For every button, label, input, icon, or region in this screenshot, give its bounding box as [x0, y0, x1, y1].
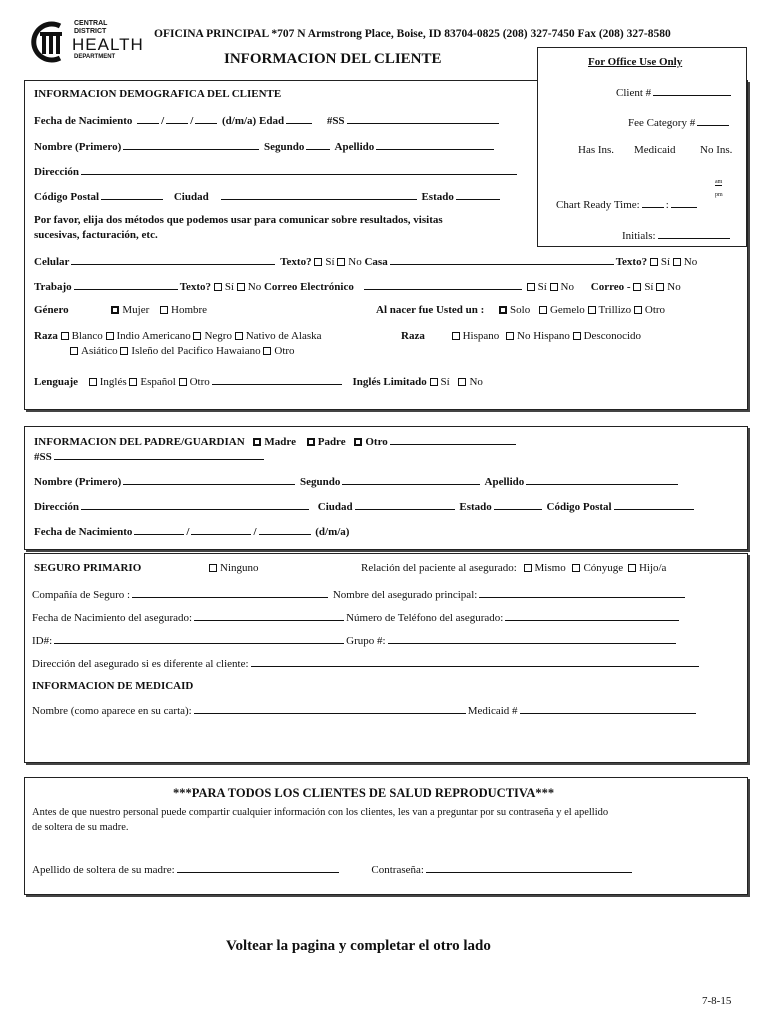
limited-english-no-label: No: [469, 376, 483, 388]
non-hispanic-label: No Hispano: [517, 330, 570, 342]
office-am[interactable]: am: [715, 179, 723, 185]
insurance-company-field[interactable]: [132, 587, 328, 598]
office-use-section: [537, 47, 747, 247]
logo-line1: CENTRAL: [74, 20, 108, 27]
guardian-ss-label: #SS: [34, 451, 52, 463]
birth-label: Al nacer fue Usted un :: [376, 304, 485, 316]
guardian-middle-name-field[interactable]: [342, 474, 480, 485]
guardian-other-label: Otro: [365, 436, 388, 448]
office-fee-category: [628, 115, 731, 129]
race-label: Raza: [34, 330, 58, 342]
birth-row: [376, 304, 665, 316]
id-label: ID#:: [32, 635, 53, 647]
guardian-dob-row: Fecha de Nacimiento / / (d/m/a): [34, 526, 350, 538]
male-checkbox[interactable]: [160, 306, 168, 314]
work-text-yes-checkbox[interactable]: [214, 283, 222, 291]
home-label: Casa: [364, 256, 388, 268]
logo-mark-icon: [30, 20, 74, 64]
office-chart-hours[interactable]: [642, 197, 664, 208]
home-field[interactable]: [390, 254, 614, 265]
american-indian-checkbox[interactable]: [106, 332, 114, 340]
insurance-company-row: [32, 587, 687, 601]
ss-label: #SS: [326, 115, 345, 127]
office-use-title: For Office Use Only: [588, 56, 683, 68]
insured-address-row: [32, 656, 701, 670]
guardian-city-field[interactable]: [355, 499, 455, 510]
state-field[interactable]: [456, 189, 500, 200]
logo: [30, 20, 144, 64]
spanish-label: Español: [140, 376, 176, 388]
race-other-label: Otro: [274, 345, 295, 357]
child-checkbox[interactable]: [628, 564, 636, 572]
address-label: Dirección: [34, 166, 80, 178]
race-row: [34, 330, 322, 342]
email-no-label: No: [560, 281, 574, 293]
guardian-first-name-label: Nombre (Primero): [34, 476, 122, 488]
contact-methods-text: Por favor, elija dos métodos que podemos usar para comunicar sobre resultados, visitas: [34, 214, 443, 226]
black-label: Negro: [204, 330, 232, 342]
dob-label: Fecha de Nacimiento: [34, 115, 133, 127]
work-label: Trabajo: [34, 281, 72, 293]
child-label: Hijo/a: [638, 562, 667, 574]
female-label: Mujer: [122, 304, 150, 316]
cell-text-no-label: No: [348, 256, 362, 268]
self-label: Mismo: [534, 562, 566, 574]
insured-address-field[interactable]: [251, 656, 699, 667]
insurance-heading: SEGURO PRIMARIO: [34, 562, 142, 574]
triplet-checkbox[interactable]: [588, 306, 596, 314]
guardian-last-name-label: Apellido: [484, 476, 525, 488]
asian-checkbox[interactable]: [70, 347, 78, 355]
birth-other-label: Otro: [644, 304, 666, 316]
medicaid-heading: INFORMACION DE MEDICAID: [32, 680, 194, 692]
demographic-heading: INFORMACION DEMOGRAFICA DEL CLIENTE: [34, 88, 282, 100]
guardian-heading-row: [34, 434, 518, 448]
gender-label: Género: [34, 304, 69, 316]
dob-day[interactable]: [137, 113, 159, 124]
office-no-ins[interactable]: No Ins.: [700, 144, 733, 156]
zip-label: Código Postal: [34, 191, 100, 203]
state-label: Estado: [421, 191, 454, 203]
ss-field[interactable]: [347, 113, 499, 124]
id-row: [32, 633, 678, 647]
spouse-checkbox[interactable]: [572, 564, 580, 572]
card-name-field[interactable]: [194, 703, 466, 714]
mail-no-checkbox[interactable]: [656, 283, 664, 291]
guardian-heading: INFORMACION DEL PADRE/GUARDIAN: [34, 436, 245, 448]
insurance-company-label: Compañía de Seguro :: [32, 589, 131, 601]
group-field[interactable]: [388, 633, 676, 644]
office-chart-label: Chart Ready Time:: [556, 199, 640, 211]
alaska-native-checkbox[interactable]: [235, 332, 243, 340]
address-field[interactable]: [81, 164, 517, 175]
dob-year[interactable]: [195, 113, 217, 124]
dob-month[interactable]: [166, 113, 188, 124]
dob-format: (d/m/a): [222, 115, 257, 127]
insured-dob-row: [32, 610, 681, 624]
twin-label: Gemelo: [549, 304, 585, 316]
insurance-heading-row: [34, 562, 141, 574]
middle-name-field[interactable]: [306, 139, 330, 150]
race-row-2: [70, 345, 295, 357]
medicaid-number-field[interactable]: [520, 703, 696, 714]
home-text-yes-checkbox[interactable]: [650, 258, 658, 266]
pacific-islander-checkbox[interactable]: [120, 347, 128, 355]
unknown-checkbox[interactable]: [573, 332, 581, 340]
non-hispanic-checkbox[interactable]: [506, 332, 514, 340]
insured-phone-field[interactable]: [505, 610, 679, 621]
office-pm[interactable]: pm: [715, 192, 723, 198]
mail-no-label: No: [667, 281, 681, 293]
maiden-name-label: Apellido de soltera de su madre:: [32, 864, 175, 876]
office-medicaid[interactable]: Medicaid: [634, 144, 676, 156]
single-checkbox[interactable]: [499, 306, 507, 314]
office-initials-field[interactable]: [658, 228, 730, 239]
guardian-dob-year[interactable]: [259, 524, 311, 535]
insured-address-label: Dirección del asegurado si es diferente al cliente:: [32, 658, 249, 670]
mail-yes-label: Sí: [644, 281, 654, 293]
language-row: [34, 374, 483, 388]
insured-dob-label: Fecha de Nacimiento del asegurado:: [32, 612, 193, 624]
guardian-state-field[interactable]: [494, 499, 542, 510]
home-text-label: Texto?: [615, 256, 648, 268]
asian-label: Asiático: [81, 345, 118, 357]
office-has-ins[interactable]: Has Ins.: [578, 144, 615, 156]
email-field[interactable]: [364, 279, 522, 290]
white-checkbox[interactable]: [61, 332, 69, 340]
office-client-field[interactable]: [653, 85, 731, 96]
mail-label: Correo -: [590, 281, 631, 293]
work-text-no-checkbox[interactable]: [237, 283, 245, 291]
race-other-checkbox[interactable]: [263, 347, 271, 355]
guardian-dob-label: Fecha de Nacimiento: [34, 526, 133, 538]
cell-text-yes-checkbox[interactable]: [314, 258, 322, 266]
cell-text-no-checkbox[interactable]: [337, 258, 345, 266]
birth-other-checkbox[interactable]: [634, 306, 642, 314]
middle-name-label: Segundo: [264, 141, 305, 153]
limited-english-no-checkbox[interactable]: [458, 378, 466, 386]
insured-name-field[interactable]: [479, 587, 685, 598]
spouse-label: Cónyuge: [583, 562, 624, 574]
none-checkbox[interactable]: [209, 564, 217, 572]
language-other-checkbox[interactable]: [179, 378, 187, 386]
last-name-field[interactable]: [376, 139, 494, 150]
pacific-islander-label: Isleño del Pacifico Hawaiano: [131, 345, 261, 357]
guardian-city-label: Ciudad: [317, 501, 353, 513]
flip-page-note: Voltear la pagina y completar el otro lado: [226, 938, 491, 954]
reproductive-heading: ***PARA TODOS LOS CLIENTES DE SALUD REPRODUCTIVA***: [173, 786, 555, 800]
password-label: Contraseña:: [371, 864, 424, 876]
language-other-label: Otro: [189, 376, 210, 388]
guardian-dob-format: (d/m/a): [315, 526, 350, 538]
office-client-label: Client #: [616, 87, 652, 99]
cell-label: Celular: [34, 256, 70, 268]
contact-methods-text2: sucesivas, facturación, etc.: [34, 229, 158, 241]
none-label: Ninguno: [220, 562, 259, 574]
work-field[interactable]: [74, 279, 178, 290]
insurance-none-row: [209, 562, 259, 574]
work-text-no-label: No: [247, 281, 262, 293]
office-fee-label: Fee Category #: [628, 117, 696, 129]
mother-checkbox[interactable]: [253, 438, 261, 446]
guardian-zip-field[interactable]: [614, 499, 694, 510]
home-text-yes-label: Sí: [660, 256, 671, 268]
office-initials-label: Initials:: [622, 230, 656, 242]
insured-phone-label: Número de Teléfono del asegurado:: [346, 612, 504, 624]
work-text-label: Texto?: [179, 281, 212, 293]
city-label: Ciudad: [173, 191, 209, 203]
limited-english-yes-label: Sí: [440, 376, 450, 388]
office-client: [616, 85, 733, 99]
name-row: [34, 139, 496, 153]
reproductive-text1: Antes de que nuestro personal puede compartir cualquier información con los clientes, les van a preguntar por su contraseña y el apellido: [32, 807, 609, 818]
office-fee-field[interactable]: [697, 115, 729, 126]
female-checkbox[interactable]: [111, 306, 119, 314]
cell-row: [34, 254, 697, 268]
black-checkbox[interactable]: [193, 332, 201, 340]
city-field[interactable]: [221, 189, 417, 200]
home-text-no-label: No: [683, 256, 698, 268]
email-yes-label: Sí: [537, 281, 547, 293]
age-field[interactable]: [286, 113, 312, 124]
header-address: OFICINA PRINCIPAL *707 N Armstrong Place, Boise, ID 83704-0825 (208) 327-7450 Fax (208) 327-8580: [154, 28, 671, 40]
guardian-zip-label: Código Postal: [546, 501, 612, 513]
gender-row: [34, 304, 207, 316]
cell-field[interactable]: [71, 254, 275, 265]
form-version: 7-8-15: [702, 995, 732, 1007]
cell-text-yes-label: Sí: [325, 256, 335, 268]
male-label: Hombre: [171, 304, 208, 316]
email-label: Correo Electrónico: [263, 281, 354, 293]
medicaid-row: [32, 703, 698, 717]
work-row: [34, 279, 681, 293]
maiden-name-field[interactable]: [177, 862, 339, 873]
card-name-label: Nombre (como aparece en su carta):: [32, 705, 192, 717]
guardian-other-field[interactable]: [390, 434, 516, 445]
self-checkbox[interactable]: [524, 564, 532, 572]
group-label: Grupo #:: [346, 635, 386, 647]
guardian-address-field[interactable]: [81, 499, 309, 510]
ethnicity-row: [401, 330, 641, 342]
cell-text-label: Texto?: [280, 256, 312, 268]
insured-name-label: Nombre del asegurado principal:: [332, 589, 478, 601]
twin-checkbox[interactable]: [539, 306, 547, 314]
maiden-name-row: [32, 862, 634, 876]
limited-english-yes-checkbox[interactable]: [430, 378, 438, 386]
mother-label: Madre: [264, 436, 296, 448]
ethnicity-label: Raza: [401, 330, 425, 342]
single-label: Solo: [510, 304, 531, 316]
hispanic-label: Hispano: [462, 330, 500, 342]
page-title: INFORMACION DEL CLIENTE: [224, 51, 442, 67]
guardian-middle-name-label: Segundo: [300, 476, 341, 488]
last-name-label: Apellido: [334, 141, 375, 153]
guardian-dob-month[interactable]: [191, 524, 251, 535]
first-name-label: Nombre (Primero): [34, 141, 122, 153]
medicaid-number-label: Medicaid #: [467, 705, 518, 717]
alaska-native-label: Nativo de Alaska: [245, 330, 322, 342]
email-no-checkbox[interactable]: [550, 283, 558, 291]
guardian-last-name-field[interactable]: [526, 474, 678, 485]
zip-field[interactable]: [101, 189, 163, 200]
guardian-ss-field[interactable]: [54, 449, 264, 460]
logo-line4: DEPARTMENT: [74, 54, 116, 60]
dob-row: Fecha de Nacimiento / / (d/m/a) Edad #SS: [34, 113, 501, 127]
guardian-dob-day[interactable]: [134, 524, 184, 535]
office-initials: [622, 228, 732, 242]
guardian-ss-row: [34, 449, 266, 463]
language-other-field[interactable]: [212, 374, 342, 385]
logo-line2: DISTRICT: [74, 28, 107, 35]
english-checkbox[interactable]: [89, 378, 97, 386]
logo-line3: HEALTH: [72, 35, 144, 54]
age-label: Edad: [258, 115, 285, 127]
white-label: Blanco: [71, 330, 103, 342]
guardian-address-row: [34, 499, 696, 513]
guardian-other-checkbox[interactable]: [354, 438, 362, 446]
home-text-no-checkbox[interactable]: [673, 258, 681, 266]
password-field[interactable]: [426, 862, 632, 873]
father-checkbox[interactable]: [307, 438, 315, 446]
guardian-address-label: Dirección: [34, 501, 80, 513]
relationship-row: [361, 562, 666, 574]
english-label: Inglés: [99, 376, 127, 388]
office-chart-minutes[interactable]: [671, 197, 697, 208]
address-row: [34, 164, 519, 178]
relationship-label: Relación del paciente al asegurado:: [361, 562, 517, 574]
office-chart-ready: Chart Ready Time: :: [556, 197, 699, 211]
american-indian-label: Indio Americano: [116, 330, 191, 342]
reproductive-text2: de soltera de su madre.: [32, 822, 129, 833]
guardian-first-name-field[interactable]: [123, 474, 295, 485]
father-label: Padre: [317, 436, 346, 448]
spanish-checkbox[interactable]: [129, 378, 137, 386]
guardian-state-label: Estado: [459, 501, 492, 513]
email-yes-checkbox[interactable]: [527, 283, 535, 291]
unknown-label: Desconocido: [583, 330, 642, 342]
id-field[interactable]: [54, 633, 344, 644]
mail-yes-checkbox[interactable]: [633, 283, 641, 291]
guardian-name-row: [34, 474, 680, 488]
insured-dob-field[interactable]: [194, 610, 344, 621]
language-label: Lenguaje: [34, 376, 78, 388]
limited-english-label: Inglés Limitado: [352, 376, 427, 388]
city-row: [34, 189, 502, 203]
triplet-label: Trillizo: [598, 304, 632, 316]
work-text-yes-label: Sí: [224, 281, 234, 293]
first-name-field[interactable]: [123, 139, 259, 150]
hispanic-checkbox[interactable]: [452, 332, 460, 340]
